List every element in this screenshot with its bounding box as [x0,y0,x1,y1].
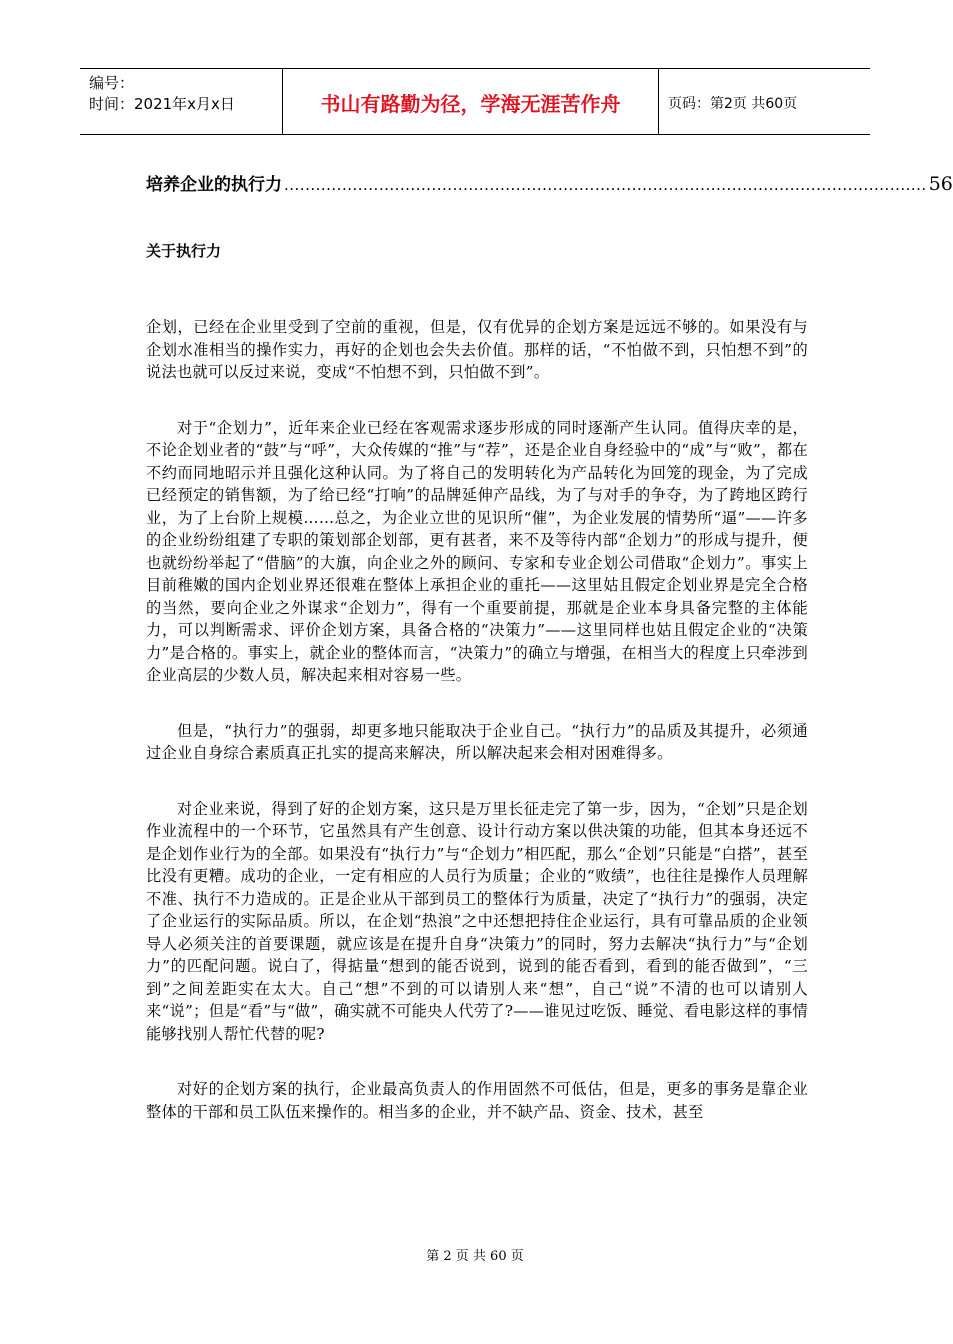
paragraph: 对企业来说，得到了好的企划方案，这只是万里长征走完了第一步，因为，“企划”只是企划作业流程中的一个环节，它虽然具有产生创意、设计行动方案以供决策的功能，但其本身还远不是企划作业行为的全部。如果没有“执行力”与“企划力”相匹配，那么“企划”只能是“白搭”，甚至比没有更糟。成功的企业，一定有相应的人员行为质量；企业的“败绩”，也往往是操作人员理解不准、执行不力造成的。正是企业从干部到员工的整体行为质量，决定了“执行力”的强弱，决定了企业运行的实际品质。所以，在企划“热浪”之中还想把持住企业运行，具有可靠品质的企业领导人必须关注的首要课题，就应该是在提升自身“决策力”的同时，努力去解决“执行力”与“企划力”的匹配问题。说白了，得掂量“想到的能否说到，说到的能否看到，看到的能否做到”，“三到”之间差距实在太大。自己“想”不到的可以请别人来“想”，自己“说”不清的也可以请别人来“说”；但是“看”与“做”，确实就不可能央人代劳了?——谁见过吃饭、睡觉、看电影这样的事情能够找别人帮忙代替的呢? [146,799,808,1043]
paragraph: 企划，已经在企业里受到了空前的重视，但是，仅有优异的企划方案是远远不够的。如果没有与企划水准相当的操作实力，再好的企划也会失去价值。那样的话，“不怕做不到，只怕想不到”的说法也就可以反过来说，变成“不怕想不到，只怕做不到”。 [146,318,808,381]
document-number: 编号： [89,74,135,92]
paragraph: 对于“企划力”，近年来企业已经在客观需求逐步形成的同时逐渐产生认同。值得庆幸的是，不论企划业者的“鼓”与“呼”，大众传媒的“推”与“荐”，还是企业自身经验中的“成”与“败”，都在不约而同地昭示并且强化这种认同。为了将自己的发明转化为产品转化为回笼的现金，为了完成已经预定的销售额，为了给已经“打响”的品牌延伸产品线，为了与对手的争夺，为了跨地区跨行业，为了上台阶上规模……总之，为企业立世的见识所“催”，为企业发展的情势所“逼”——许多的企业纷纷组建了专职的策划部企划部，更有甚者，来不及等待内部“企划力”的形成与提升，便也就纷纷举起了“借脑”的大旗，向企业之外的顾问、专家和专业企划公司借取“企划力”。事实上目前稚嫩的国内企划业界还很难在整体上承担企业的重托——这里姑且假定企划业界是完全合格的当然，要向企业之外谋求“企划力”，得有一个重要前提，那就是企业本身具备完整的主体能力，可以判断需求、评价企划方案，具备合格的“决策力”——这里同样也姑且假定企业的“决策力”是合格的。事实上，就企业的整体而言，“决策力”的确立与增强，在相当大的程度上只牵涉到企业高层的少数人员，解决起来相对容易一些。 [146,418,808,684]
header-page-number: 页码：第2页 共60页 [668,95,798,112]
toc-entry[interactable] [146,170,953,200]
toc-leader-dots: .......................................................................................................................... [284,176,927,194]
header-meta [80,69,282,134]
toc-entry-title: 培养企业的执行力 [146,175,282,195]
header-motto: 书山有路勤为径，学海无涯苦作舟 [282,69,659,134]
page-footer: 第 2 页 共 60 页 [426,1249,524,1264]
section-title: 关于执行力 [146,242,222,260]
page-header [80,68,870,135]
paragraph: 但是，“执行力”的强弱，却更多地只能取决于企业自己。“执行力”的品质及其提升，必须通过企业自身综合素质真正扎实的提高来解决，所以解决起来会相对困难得多。 [146,721,808,762]
toc-entry-page: 56 [928,173,953,195]
paragraph: 对好的企划方案的执行，企业最高负责人的作用固然不可低估，但是，更多的事务是靠企业整体的干部和员工队伍来操作的。相当多的企业，并不缺产品、资金、技术，甚至 [146,1080,808,1121]
body-text [146,316,808,1156]
document-date: 时间：2021年x月x日 [89,95,235,113]
